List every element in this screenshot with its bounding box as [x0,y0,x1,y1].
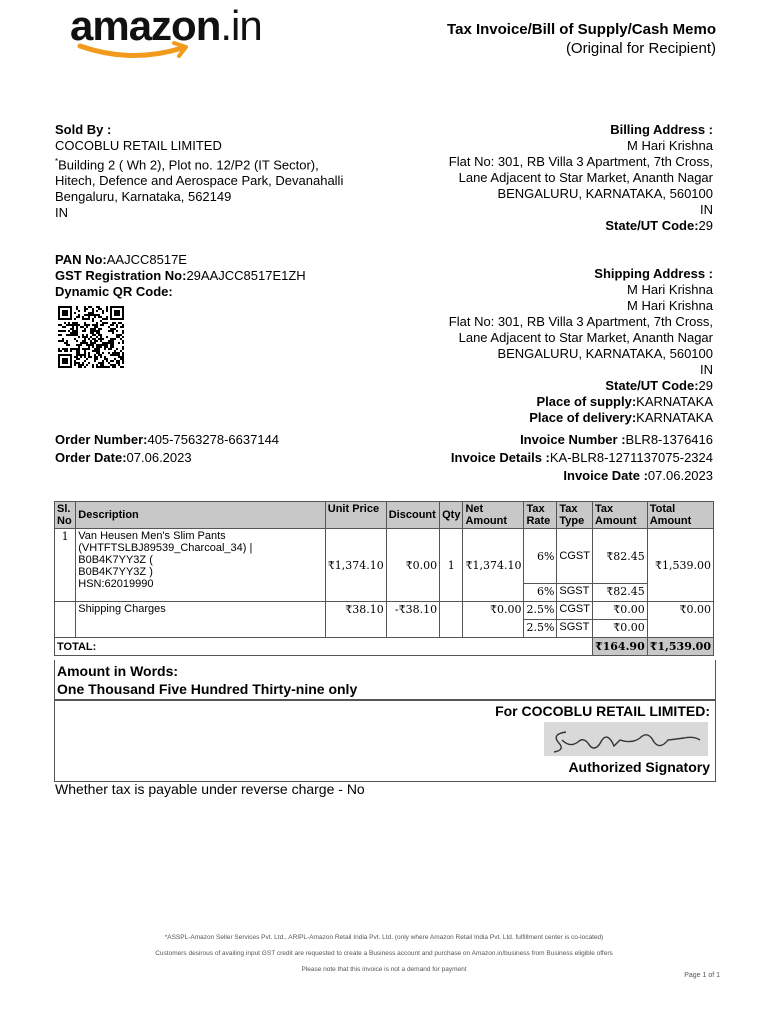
shipping-state: State/UT Code:29 [605,378,713,393]
table-row [55,529,714,584]
for-company-label: For COCOBLU RETAIL LIMITED: [495,703,710,719]
cell-tax-type: CGST [557,529,593,584]
signature-image [544,722,708,756]
seller-heading: Sold By : [55,122,112,137]
place-of-delivery: Place of delivery:KARNATAKA [529,410,713,425]
order-block [55,431,279,467]
col-header: Tax Type [557,502,593,529]
col-header: Discount [386,502,439,529]
table-row [55,602,714,620]
cell-tax-type: CGST [557,602,593,620]
document-title [447,20,716,58]
footer-line: *ASSPL-Amazon Seller Services Pvt. Ltd., ARIPL-Amazon Retail India Pvt. Ltd. (only where Amazon Retail India Pvt. Ltd. fulfillment center is co-located) [164,934,604,941]
billing-state: State/UT Code:29 [605,218,713,233]
col-header: Tax Amount [592,502,647,529]
shipping-block [449,266,713,426]
words-label: Amount in Words: [57,663,179,679]
cell-tax-rate: 2.5% [524,620,557,638]
billing-line: IN [700,202,713,217]
billing-line: Flat No: 301, RB Villa 3 Apartment, 7th Cross, [448,154,713,169]
cell-sl [55,602,76,638]
cell-tax-rate: 6% [524,584,557,602]
order-number: Order Number:405-7563278-6637144 [55,432,280,447]
total-tax-amount: ₹164.90 [592,638,647,656]
seller-address-line: IN [55,205,68,221]
reverse-charge-note: Whether tax is payable under reverse charge - No [55,781,365,797]
amount-in-words [54,660,716,701]
total-label: TOTAL: [55,638,593,656]
cell-discount: ₹0.00 [386,529,439,602]
billing-line: Lane Adjacent to Star Market, Ananth Nagar [458,170,713,185]
order-date: Order Date:07.06.2023 [55,450,192,465]
table-header-row [55,502,714,529]
col-header: Description [76,502,325,529]
shipping-line: Lane Adjacent to Star Market, Ananth Nagar [458,330,713,345]
cell-tax-amount: ₹0.00 [592,602,647,620]
qr-code [58,306,124,368]
page-number: Page 1 of 1 [684,972,720,979]
col-header: Tax Rate [524,502,557,529]
total-amount: ₹1,539.00 [647,638,713,656]
shipping-line: Flat No: 301, RB Villa 3 Apartment, 7th Cross, [448,314,713,329]
amazon-logo [70,4,290,64]
total-row [55,638,714,656]
invoice-block [451,431,713,485]
shipping-heading: Shipping Address : [594,266,713,281]
shipping-line: M Hari Krishna [627,298,713,313]
col-header: Sl. No [55,502,76,529]
footer-line: Please note that this invoice is not a demand for payment [301,966,467,973]
col-header: Qty [440,502,463,529]
cell-tax-rate: 2.5% [524,602,557,620]
cell-discount: -₹38.10 [386,602,439,638]
logo-suffix: .in [220,2,262,49]
words-value: One Thousand Five Hundred Thirty-nine only [57,681,358,697]
footer-line: Customers desirous of availing input GST credit are requested to create a Business account and purchase on Amazon.in/business from Business eligible offers [155,950,613,957]
cell-tax-amount: ₹0.00 [592,620,647,638]
pan-number: PAN No:AAJCC8517E [55,252,187,267]
cell-tax-amount: ₹82.45 [592,584,647,602]
cell-description: Van Heusen Men's Slim Pants (VHTFTSLBJ89539_Charcoal_34) | B0B4K7YY3Z ( B0B4K7YY3Z ) HSN:62019990 [76,529,325,602]
signature-scribble [544,722,708,756]
invoice-subtitle: (Original for Recipient) [565,40,716,57]
shipping-line: BENGALURU, KARNATAKA, 560100 [497,346,713,361]
logo-brand: amazon [70,2,221,49]
shipping-line: IN [700,362,713,377]
col-header: Unit Price [325,502,386,529]
col-header: Net Amount [463,502,524,529]
cell-tax-rate: 6% [524,529,557,584]
cell-net-amount: ₹0.00 [463,602,524,638]
cell-qty: 1 [440,529,463,602]
invoice-title: Tax Invoice/Bill of Supply/Cash Memo [447,21,716,38]
cell-tax-amount: ₹82.45 [592,529,647,584]
seller-address-line: *Building 2 ( Wh 2), Plot no. 12/P2 (IT Sector), [55,157,319,173]
seller-address-line: Bengaluru, Karnataka, 562149 [55,189,232,205]
cell-total-amount: ₹1,539.00 [647,529,713,602]
cell-sl: 1 [55,529,76,602]
qr-label: Dynamic QR Code: [55,284,173,299]
cell-unit-price: ₹1,374.10 [325,529,386,602]
cell-unit-price: ₹38.10 [325,602,386,638]
gst-number: GST Registration No:29AAJCC8517E1ZH [55,268,306,283]
billing-line: M Hari Krishna [627,138,713,153]
billing-block [449,122,713,234]
cell-description: Shipping Charges [76,602,325,638]
col-header: Total Amount [647,502,713,529]
invoice-details: Invoice Details :KA-BLR8-1271137075-2324 [450,450,713,465]
shipping-line: M Hari Krishna [627,282,713,297]
billing-heading: Billing Address : [610,122,713,137]
cell-qty [440,602,463,638]
cell-tax-type: SGST [557,584,593,602]
cell-tax-type: SGST [557,620,593,638]
seller-address-mark: * [55,157,59,166]
invoice-date: Invoice Date :07.06.2023 [563,468,713,483]
items-table [54,501,714,656]
cell-total-amount: ₹0.00 [647,602,713,638]
seller-address-line: Hitech, Defence and Aerospace Park, Devanahalli [55,173,344,189]
cell-net-amount: ₹1,374.10 [463,529,524,602]
seller-name: COCOBLU RETAIL LIMITED [55,138,222,153]
amazon-smile-icon [76,40,196,62]
authorized-signatory: Authorized Signatory [568,759,710,775]
invoice-number: Invoice Number :BLR8-1376416 [520,432,713,447]
billing-line: BENGALURU, KARNATAKA, 560100 [497,186,713,201]
place-of-supply: Place of supply:KARNATAKA [536,394,713,409]
tax-ids-block [55,252,306,300]
seller-block [55,122,343,221]
